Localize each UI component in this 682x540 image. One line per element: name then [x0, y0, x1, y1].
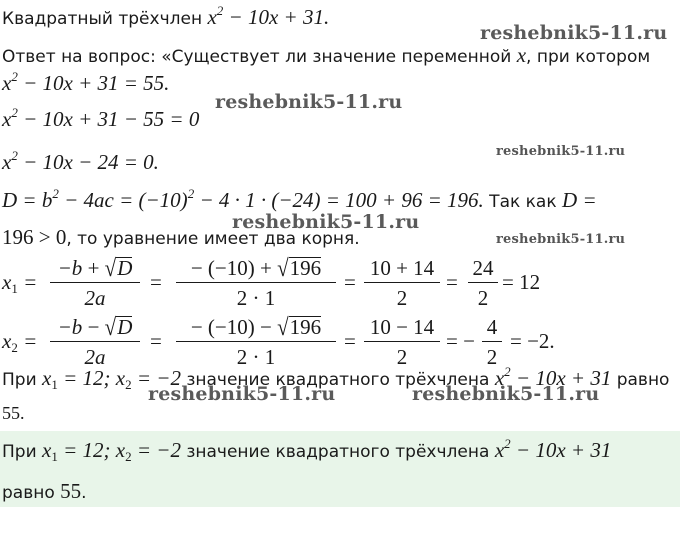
- answer-box: [0, 431, 680, 507]
- discriminant-text: Так как: [483, 192, 563, 212]
- fraction: 4 2: [482, 313, 502, 370]
- watermark: reshebnik5-11.ru: [496, 232, 626, 247]
- fraction: − (−10) − √196 2 · 1: [176, 313, 336, 370]
- watermark: reshebnik5-11.ru: [232, 211, 420, 233]
- fraction: − (−10) + √196 2 · 1: [176, 254, 336, 311]
- question-text: Ответ на вопрос: «Существует ли значение переменной: [2, 47, 517, 67]
- fraction: 24 2: [468, 254, 498, 311]
- answer-text-middle: значение квадратного трёхчлена: [180, 442, 495, 462]
- result-text-end: равно: [611, 370, 670, 390]
- root-x1-row: $x_1$ = −b + √D 2a = − (−10) + √196 2 · 1 = 10 + 14 2 = 24 2 = 12: [2, 254, 541, 311]
- problem-line: [2, 3, 330, 30]
- answer-value: 55: [60, 479, 82, 503]
- fraction: 10 + 14 2: [364, 254, 440, 311]
- trinomial-expression: $x^2 - 10x + 31$.: [207, 3, 330, 29]
- discriminant-line: $D = b^2 - 4ac = (-10)^2 - 4 \cdot 1 \cdot (-24) = 100 + 96 = 196$. Так как D =: [2, 186, 597, 212]
- result-text: При: [2, 370, 43, 390]
- answer-line-1: При $x_1 = 12$; $x_2 = -2$ значение квадратного трёхчлена $x^2 - 10x + 31$: [2, 436, 612, 464]
- result-line: При $x_1 = 12$; $x_2 = -2$ значение квадратного трёхчлена $x^2 - 10x + 31$ равно: [2, 364, 670, 392]
- answer-period: .: [81, 483, 87, 503]
- question-line: [2, 44, 650, 68]
- fraction: 10 − 14 2: [364, 313, 440, 370]
- conclusion-text: , то уравнение имеет два корня.: [66, 229, 360, 249]
- watermark: reshebnik5-11.ru: [148, 383, 336, 405]
- problem-text: Квадратный трёхчлен: [2, 9, 208, 29]
- watermark: reshebnik5-11.ru: [412, 383, 600, 405]
- equation-line-3: $x^2 - 10x - 24 = 0$.: [2, 148, 159, 174]
- equation-line-2: $x^2 - 10x + 31 - 55 = 0$: [2, 105, 200, 131]
- answer-line-2: [2, 479, 87, 504]
- question-text-end: , при котором: [526, 47, 651, 67]
- result-value: 55.: [2, 403, 25, 423]
- answer-text: При: [2, 442, 43, 462]
- discriminant-conclusion: 196 > 0, то уравнение имеет два корня.: [2, 225, 360, 249]
- watermark: reshebnik5-11.ru: [496, 144, 626, 159]
- fraction: −b + √D 2a: [50, 254, 140, 311]
- fraction: −b − √D 2a: [50, 313, 140, 370]
- watermark: reshebnik5-11.ru: [480, 22, 668, 44]
- result-text-middle: значение квадратного трёхчлена: [180, 370, 495, 390]
- watermark: reshebnik5-11.ru: [215, 91, 403, 113]
- variable-x: x: [516, 43, 527, 67]
- equation-line-1: $x^2 - 10x + 31 = 55$.: [2, 69, 170, 95]
- root-x2-row: $x_2$ = −b − √D 2a = − (−10) − √196 2 · 1 = 10 − 14 2 = − 4 2 = −2.: [2, 313, 555, 370]
- answer-text-end: равно: [2, 483, 61, 503]
- result-line-2: [2, 402, 25, 425]
